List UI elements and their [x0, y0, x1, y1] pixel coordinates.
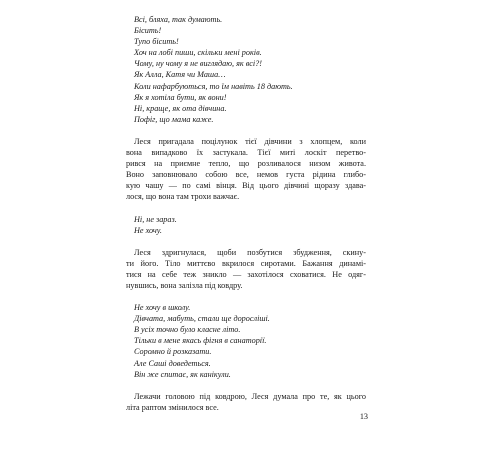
monologue-line: Чому, ну чому я не виглядаю, як всі?!	[134, 59, 262, 69]
paragraph-gap	[126, 236, 366, 247]
narrative-paragraph-3	[126, 391, 366, 413]
monologue-line: Ні, краще, як ота дівчина.	[134, 103, 227, 113]
paragraph-line: Воно заповнювало собою все, немов густа рідина глибо-	[126, 170, 366, 180]
monologue-line: Хоч на лобі пиши, скільки мені років.	[134, 48, 262, 58]
paragraph-gap	[126, 380, 366, 391]
monologue-line: Дівчата, мабуть, стали ще дорослішi.	[134, 314, 270, 324]
paragraph-line: Леся пригадала поцілунок тієї дівчини з хлопцем, коли	[134, 136, 366, 146]
inner-monologue-stanza-2	[134, 214, 366, 236]
monologue-line: Пофіг, що мама каже.	[134, 114, 214, 124]
paragraph-line: кую чашу — по самі вінця. Від цього дівчині щоразу здава-	[126, 181, 366, 191]
monologue-line: Як Алла, Катя чи Маша…	[134, 70, 226, 80]
monologue-line: Ні, не зараз.	[134, 214, 177, 224]
monologue-line: Бісить!	[134, 26, 162, 36]
monologue-line: Не хочу.	[134, 225, 162, 235]
monologue-line: Тупо бісить!	[134, 37, 179, 47]
inner-monologue-stanza-3	[134, 302, 366, 380]
paragraph-line: вона випадково їх застукала. Тієї миті лоскіт перетво-	[126, 148, 366, 158]
paragraph-gap	[126, 125, 366, 136]
monologue-line: Всі, бляха, так думають.	[134, 15, 223, 24]
paragraph-line: тися на себе теж зникло — захотілося сховатися. Не одяг-	[126, 269, 366, 279]
monologue-line: Як я хотіла бути, як вони!	[134, 92, 227, 102]
paragraph-line: нувшись, вона залізла під ковдру.	[126, 280, 243, 290]
monologue-line: Він же спитає, як канікули.	[134, 369, 231, 379]
paragraph-line: рився на приємне тепло, що розливалося низом живота.	[126, 159, 366, 169]
paragraph-line: Лежачи головою під ковдрою, Леся думала про те, як цього	[134, 391, 366, 401]
page-number: 13	[359, 412, 368, 421]
monologue-line: Тільки в мене якась фігня в санаторії.	[134, 336, 267, 346]
paragraph-line: літа раптом змінилося все.	[126, 402, 219, 412]
monologue-line: Соромно й розказати.	[134, 347, 212, 357]
paragraph-line: лося, що вона там трохи важчає.	[126, 192, 240, 202]
monologue-line: Але Саші доведеться.	[134, 358, 211, 368]
paragraph-line: Леся здригнулася, щоби позбутися збудження, скину-	[134, 247, 366, 257]
narrative-paragraph-1	[126, 136, 366, 203]
paragraph-gap	[126, 203, 366, 214]
paragraph-gap	[126, 291, 366, 302]
page-text	[126, 14, 366, 413]
inner-monologue-stanza-1	[134, 14, 366, 125]
monologue-line: Не хочу в школу.	[134, 303, 191, 313]
monologue-line: В усіх точно було класне літо.	[134, 325, 241, 335]
narrative-paragraph-2	[126, 247, 366, 291]
paragraph-line: ти його. Тіло миттєво вкрилося сиротами. Бажання динамі-	[126, 258, 366, 268]
monologue-line: Коли нафарбуються, то їм навіть 18 дають.	[134, 81, 293, 91]
